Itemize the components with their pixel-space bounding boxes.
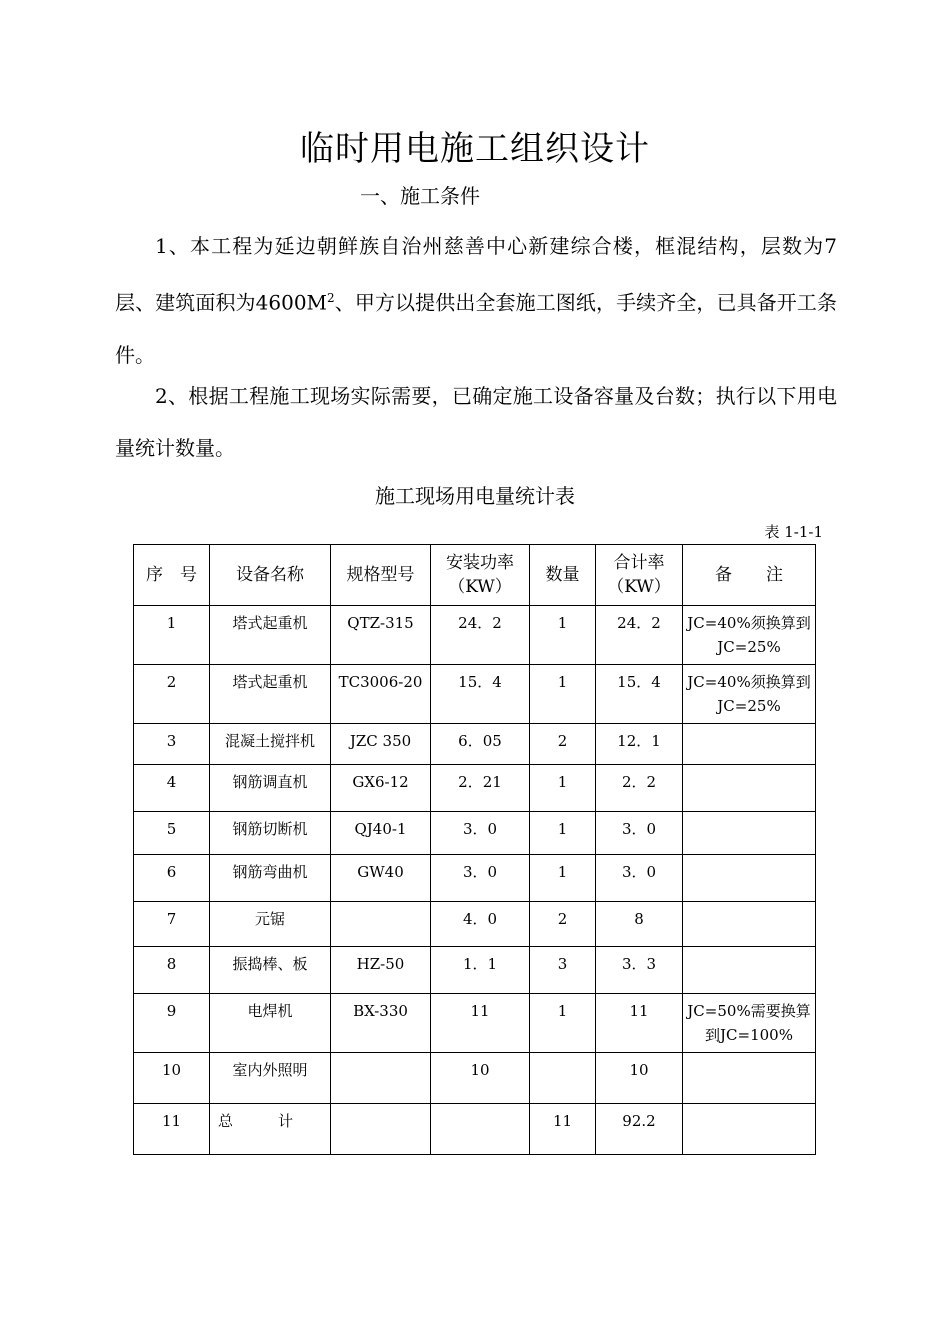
- cell-model: TC3006-20: [331, 665, 431, 724]
- cell-total-power: 3．3: [596, 947, 683, 994]
- cell-total-power: 11: [596, 994, 683, 1053]
- header-total-power: 合计率（KW）: [596, 545, 683, 606]
- cell-model: BX-330: [331, 994, 431, 1053]
- table-row: [134, 1053, 816, 1104]
- table-row: [134, 1104, 816, 1155]
- header-equipment-name: 设备名称: [210, 545, 331, 606]
- table-row: [134, 606, 816, 665]
- section-heading: 一、施工条件: [360, 184, 480, 208]
- cell-equipment-name: 塔式起重机: [210, 665, 331, 724]
- cell-installed-power: 3．0: [431, 812, 530, 855]
- document-title: 临时用电施工组织设计: [300, 129, 650, 169]
- cell-total-power: 8: [596, 902, 683, 947]
- cell-quantity: [530, 1053, 596, 1104]
- cell-remarks: JC=40%须换算到JC=25%: [683, 606, 816, 665]
- paragraph-2-text: 2、根据工程施工现场实际需要，已确定施工设备容量及台数；执行以下用电量统计数量。: [115, 384, 837, 460]
- cell-model: [331, 1053, 431, 1104]
- header-installed-power: 安装功率（KW）: [431, 545, 530, 606]
- superscript-2: 2: [327, 291, 335, 305]
- cell-equipment-name: 钢筋弯曲机: [210, 855, 331, 902]
- cell-total-power: 3．0: [596, 855, 683, 902]
- cell-remarks: [683, 765, 816, 812]
- cell-model: [331, 1104, 431, 1155]
- cell-remarks: [683, 902, 816, 947]
- paragraph-1-tail: 、甲方以提供出全套施工图纸，手续齐全，已具备开工条件。: [115, 290, 837, 367]
- paragraph-2: [115, 370, 837, 474]
- cell-quantity: 1: [530, 812, 596, 855]
- cell-remarks: [683, 947, 816, 994]
- cell-equipment-name: 元锯: [210, 902, 331, 947]
- cell-index: 11: [134, 1104, 210, 1155]
- cell-model: QTZ-315: [331, 606, 431, 665]
- cell-quantity: 2: [530, 902, 596, 947]
- cell-quantity: 1: [530, 994, 596, 1053]
- cell-remarks: [683, 812, 816, 855]
- cell-quantity: 2: [530, 724, 596, 765]
- cell-model: [331, 902, 431, 947]
- paragraph-1: [115, 220, 837, 381]
- table-title: 施工现场用电量统计表: [375, 484, 575, 508]
- cell-index: 1: [134, 606, 210, 665]
- cell-installed-power: 3．0: [431, 855, 530, 902]
- cell-equipment-name: 振捣棒、板: [210, 947, 331, 994]
- header-index: 序 号: [134, 545, 210, 606]
- cell-total-power: 2．2: [596, 765, 683, 812]
- cell-installed-power: 10: [431, 1053, 530, 1104]
- cell-quantity: 11: [530, 1104, 596, 1155]
- cell-remarks: [683, 1053, 816, 1104]
- cell-equipment-name: 钢筋调直机: [210, 765, 331, 812]
- table-row: [134, 902, 816, 947]
- cell-total-power: 92.2: [596, 1104, 683, 1155]
- cell-total-power: 12．1: [596, 724, 683, 765]
- header-model: 规格型号: [331, 545, 431, 606]
- cell-model: QJ40-1: [331, 812, 431, 855]
- cell-quantity: 1: [530, 606, 596, 665]
- cell-index: 8: [134, 947, 210, 994]
- header-remarks: 备 注: [683, 545, 816, 606]
- cell-total-power: 15．4: [596, 665, 683, 724]
- cell-quantity: 1: [530, 855, 596, 902]
- table-row: [134, 724, 816, 765]
- table-header-row: [134, 545, 816, 606]
- table-number: 表 1-1-1: [764, 523, 823, 541]
- table-row: [134, 947, 816, 994]
- cell-model: GW40: [331, 855, 431, 902]
- cell-installed-power: 24．2: [431, 606, 530, 665]
- header-quantity: 数量: [530, 545, 596, 606]
- cell-index: 9: [134, 994, 210, 1053]
- cell-installed-power: 1．1: [431, 947, 530, 994]
- table-row: [134, 994, 816, 1053]
- cell-installed-power: 2．21: [431, 765, 530, 812]
- cell-installed-power: 15．4: [431, 665, 530, 724]
- cell-equipment-name: 钢筋切断机: [210, 812, 331, 855]
- paragraph-1-text: 1、本工程为延边朝鲜族自治州慈善中心新建综合楼，框混结构，层数为7层、建筑面积为4600M: [115, 234, 837, 315]
- cell-quantity: 1: [530, 665, 596, 724]
- cell-total-power: 10: [596, 1053, 683, 1104]
- cell-quantity: 3: [530, 947, 596, 994]
- cell-model: JZC 350: [331, 724, 431, 765]
- cell-index: 7: [134, 902, 210, 947]
- cell-remarks: [683, 1104, 816, 1155]
- cell-model: GX6-12: [331, 765, 431, 812]
- cell-equipment-name: 混凝土搅拌机: [210, 724, 331, 765]
- cell-equipment-name: 电焊机: [210, 994, 331, 1053]
- cell-total-power: 3．0: [596, 812, 683, 855]
- table-row: [134, 855, 816, 902]
- cell-equipment-name: 塔式起重机: [210, 606, 331, 665]
- table-row: [134, 812, 816, 855]
- cell-equipment-name: 总 计: [210, 1104, 331, 1155]
- cell-equipment-name: 室内外照明: [210, 1053, 331, 1104]
- cell-installed-power: 11: [431, 994, 530, 1053]
- cell-installed-power: 6．05: [431, 724, 530, 765]
- cell-model: HZ-50: [331, 947, 431, 994]
- cell-index: 5: [134, 812, 210, 855]
- cell-index: 4: [134, 765, 210, 812]
- cell-total-power: 24．2: [596, 606, 683, 665]
- cell-remarks: [683, 855, 816, 902]
- cell-index: 2: [134, 665, 210, 724]
- cell-quantity: 1: [530, 765, 596, 812]
- table-row: [134, 765, 816, 812]
- cell-index: 3: [134, 724, 210, 765]
- cell-remarks: [683, 724, 816, 765]
- cell-index: 10: [134, 1053, 210, 1104]
- table-row: [134, 665, 816, 724]
- cell-remarks: JC=40%须换算到JC=25%: [683, 665, 816, 724]
- power-usage-table: [133, 544, 816, 1155]
- cell-index: 6: [134, 855, 210, 902]
- cell-installed-power: [431, 1104, 530, 1155]
- cell-installed-power: 4．0: [431, 902, 530, 947]
- cell-remarks: JC=50%需要换算到JC=100%: [683, 994, 816, 1053]
